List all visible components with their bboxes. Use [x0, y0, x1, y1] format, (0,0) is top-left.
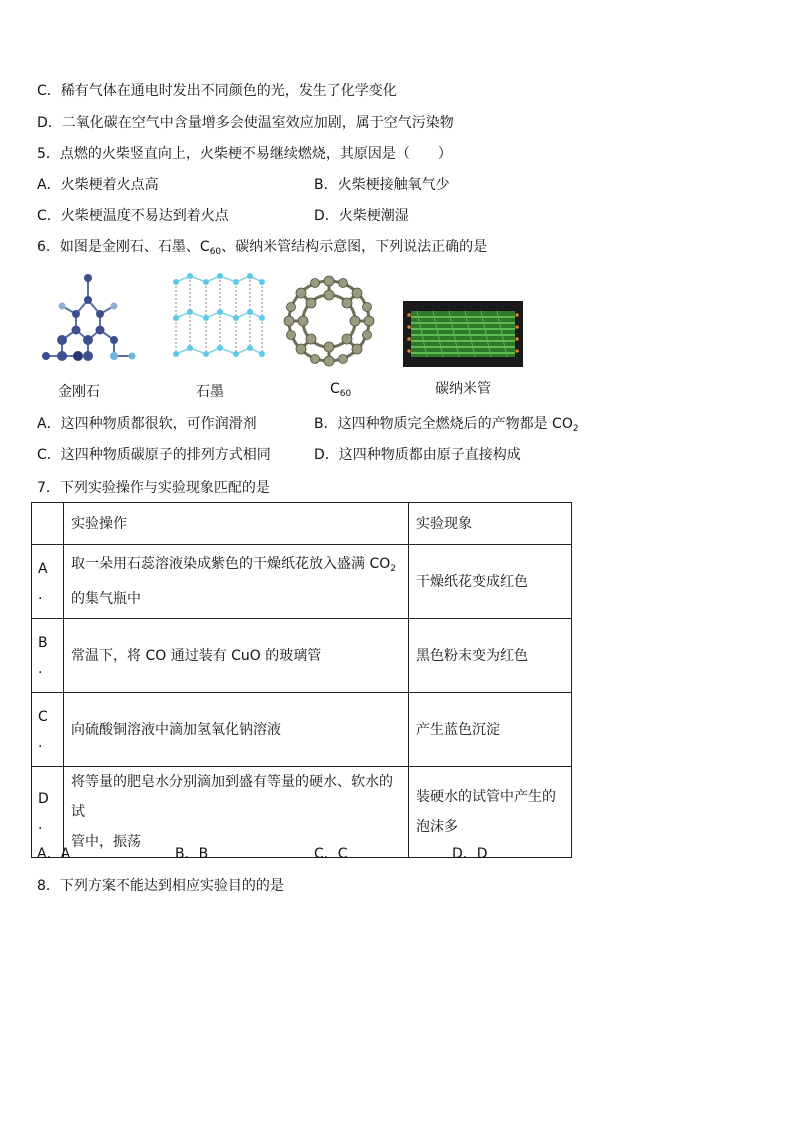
table-header-blank: [32, 503, 64, 545]
q6-option-b-text: B．这四种物质完全燃烧后的产物都是 CO: [314, 416, 573, 432]
table-row: [32, 767, 572, 858]
row-label: [32, 693, 64, 767]
diamond-structure-image: [38, 272, 138, 364]
nanotube-structure-image: [403, 301, 523, 367]
q6-option-b-sub: 2: [572, 424, 579, 434]
q7-option-d: D．D: [452, 846, 488, 862]
q7-option-c: C．C: [314, 846, 348, 862]
q6-option-a: A．这四种物质都很软，可作润滑剂: [37, 416, 257, 432]
caption-c60-main: C: [330, 381, 340, 397]
row-operation: 常温下，将 CO 通过装有 CuO 的玻璃管: [64, 619, 409, 693]
experiment-table: [31, 502, 572, 858]
q6-stem-sub: 60: [209, 247, 222, 257]
row-letter: B: [38, 634, 48, 651]
row-phenomenon: [409, 767, 572, 858]
row-phenomenon: 干燥纸花变成红色: [409, 545, 572, 619]
q7-option-b: B．B: [175, 846, 209, 862]
table-header-row: [32, 503, 572, 545]
row-operation: [64, 767, 409, 858]
row-operation-line2: 的集气瓶中: [71, 591, 141, 607]
row-operation: [64, 545, 409, 619]
row-operation-text: 取一朵用石蕊溶液染成紫色的干燥纸花放入盛满 CO: [71, 556, 391, 572]
row-dot: .: [38, 586, 43, 603]
row-operation-line2: 管中，振荡: [71, 834, 141, 850]
graphite-structure-image: [168, 272, 266, 362]
table-header-operation: 实验操作: [64, 503, 409, 545]
row-dot: .: [38, 660, 43, 677]
q6-stem-post: 、碳纳米管结构示意图，下列说法正确的是: [221, 239, 488, 255]
row-label: [32, 619, 64, 693]
q6-stem: [37, 237, 487, 262]
q7-option-a: A．A: [37, 846, 71, 862]
row-dot: .: [38, 817, 43, 833]
row-dot: .: [38, 734, 43, 751]
q5-option-a: A．火柴梗着火点高: [37, 177, 159, 193]
c60-structure-image: [281, 275, 377, 367]
q8-stem: 8．下列方案不能达到相应实验目的的是: [37, 878, 284, 894]
caption-diamond: 金刚石: [58, 384, 100, 400]
table-row: [32, 693, 572, 767]
table-header-phenomenon: 实验现象: [409, 503, 572, 545]
table-row: [32, 545, 572, 619]
q6-option-b: [314, 414, 579, 439]
row-letter: C: [38, 708, 48, 725]
caption-nanotube: 碳纳米管: [435, 381, 491, 397]
row-operation-line1: [71, 549, 401, 584]
caption-graphite: 石墨: [196, 384, 224, 400]
q6-option-d: D．这四种物质都由原子直接构成: [314, 447, 521, 463]
q5-option-d: D．火柴梗潮湿: [314, 208, 409, 224]
row-operation-line1: 将等量的肥皂水分别滴加到盛有等量的硬水、软水的试: [71, 774, 393, 820]
q4-option-c: C．稀有气体在通电时发出不同颜色的光，发生了化学变化: [37, 83, 397, 99]
q6-option-c: C．这四种物质碳原子的排列方式相同: [37, 447, 271, 463]
row-letter: A: [38, 560, 48, 577]
q4-option-d: D．二氧化碳在空气中含量增多会使温室效应加剧，属于空气污染物: [37, 115, 454, 131]
row-phenomenon: 产生蓝色沉淀: [409, 693, 572, 767]
row-phenomenon: 黑色粉末变为红色: [409, 619, 572, 693]
row-phenomenon-line1: 装硬水的试管中产生的: [416, 789, 556, 805]
row-label: [32, 545, 64, 619]
row-phenomenon-line2: 泡沫多: [416, 819, 458, 835]
q5-option-c: C．火柴梗温度不易达到着火点: [37, 208, 229, 224]
q5-option-b: B．火柴梗接触氧气少: [314, 177, 450, 193]
caption-c60: [330, 381, 351, 399]
table-row: [32, 619, 572, 693]
row-operation: 向硫酸铜溶液中滴加氢氧化钠溶液: [64, 693, 409, 767]
row-operation-sub: 2: [390, 564, 396, 574]
q5-stem: 5．点燃的火柴竖直向上，火柴梗不易继续燃烧，其原因是（ ）: [37, 146, 452, 162]
q6-stem-pre: 6．如图是金刚石、石墨、C: [37, 239, 210, 255]
q7-stem: 7．下列实验操作与实验现象匹配的是: [37, 480, 270, 496]
caption-c60-sub: 60: [339, 389, 352, 399]
row-letter: D: [38, 791, 49, 807]
